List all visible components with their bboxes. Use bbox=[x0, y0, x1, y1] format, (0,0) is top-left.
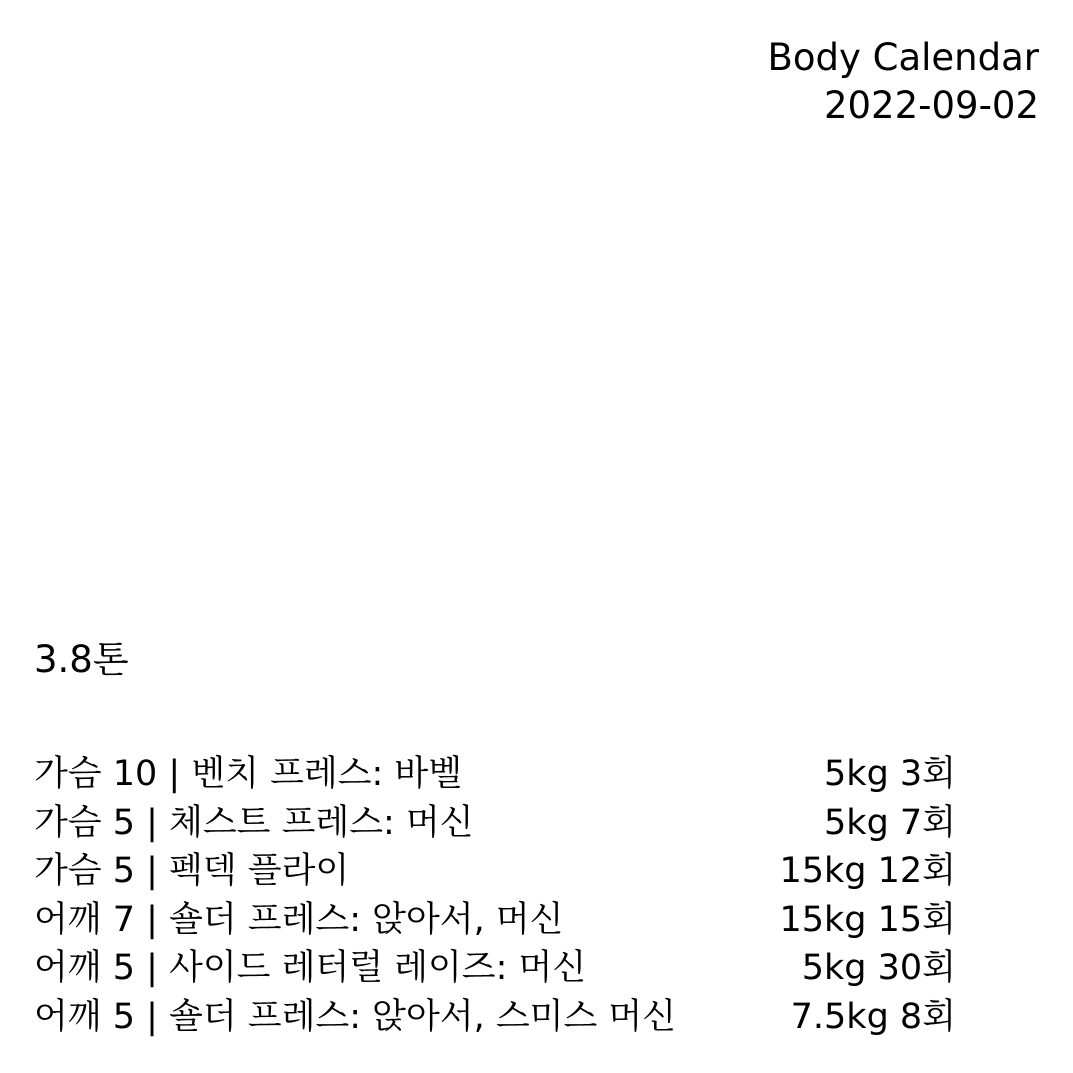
workout-amount: 5kg 30회 bbox=[801, 948, 956, 988]
header bbox=[767, 34, 1039, 130]
workout-name: 어깨 7 | 숄더 프레스: 앉아서, 머신 bbox=[34, 899, 564, 940]
workout-amount: 5kg 3회 bbox=[824, 754, 956, 794]
workout-name: 어깨 5 | 숄더 프레스: 앉아서, 스미스 머신 bbox=[34, 996, 677, 1037]
workout-name: 가슴 10 | 벤치 프레스: 바벨 bbox=[34, 754, 463, 794]
workout-list bbox=[34, 750, 956, 1041]
app-title: Body Calendar bbox=[767, 36, 1039, 79]
workout-amount: 7.5kg 8회 bbox=[790, 996, 956, 1037]
workout-amount: 15kg 15회 bbox=[779, 899, 956, 940]
date-label: 2022-09-02 bbox=[823, 84, 1039, 127]
total-volume: 3.8톤 bbox=[34, 638, 129, 681]
workout-row bbox=[34, 750, 956, 799]
workout-row bbox=[34, 799, 956, 848]
workout-name: 가슴 5 | 펙덱 플라이 bbox=[34, 851, 350, 891]
workout-amount: 15kg 12회 bbox=[779, 851, 956, 891]
workout-name: 어깨 5 | 사이드 레터럴 레이즈: 머신 bbox=[34, 948, 587, 988]
workout-row bbox=[34, 944, 956, 993]
workout-row bbox=[34, 993, 956, 1042]
workout-name: 가슴 5 | 체스트 프레스: 머신 bbox=[34, 802, 474, 843]
workout-row bbox=[34, 896, 956, 945]
workout-row bbox=[34, 847, 956, 896]
workout-amount: 5kg 7회 bbox=[824, 802, 956, 843]
